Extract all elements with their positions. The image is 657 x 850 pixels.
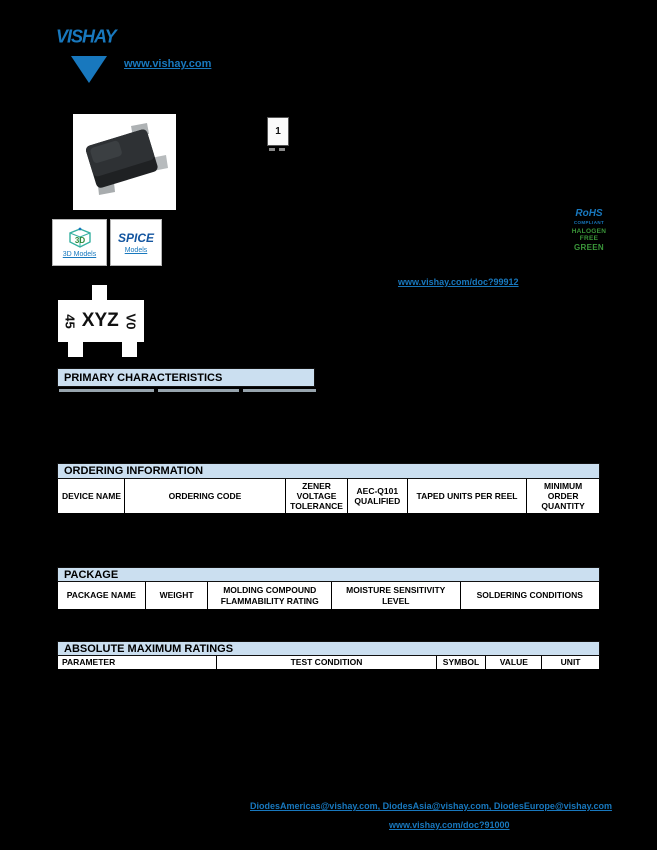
spice-badge[interactable] [110, 219, 162, 266]
package-table [57, 567, 600, 610]
cube-3d-icon [68, 227, 92, 249]
footer-doc-link[interactable]: www.vishay.com/doc?91000 [389, 820, 510, 830]
primary-row-sliver [158, 389, 239, 392]
column-header-molding-compound: MOLDING COMPOUND FLAMMABILITY RATING [208, 582, 332, 609]
column-header-moisture-sensitivity: MOISTURE SENSITIVITY LEVEL [332, 582, 461, 609]
marking-center-code: XYZ [81, 310, 119, 331]
column-header-taped-units: TAPED UNITS PER REEL [408, 479, 528, 513]
outline-lead-mark [269, 148, 275, 151]
rohs-logo: RoHS [575, 208, 603, 219]
marking-pin-top [92, 285, 107, 301]
vishay-triangle-icon [71, 56, 107, 83]
rohs-compliant-label: COMPLIANT [573, 219, 605, 225]
marking-right-code: V0 [123, 313, 139, 329]
spice-models-link[interactable]: Models [124, 247, 148, 254]
marking-pin-bottom-right [122, 342, 137, 357]
halogen-free-label-1: HALOGEN [571, 227, 607, 235]
halogen-free-label-2: FREE [579, 235, 599, 243]
column-header-device-name: DEVICE NAME [58, 479, 125, 513]
compliance-marks [566, 208, 612, 252]
column-header-unit: UNIT [542, 656, 599, 669]
pin1-marker [267, 117, 289, 146]
vishay-logo-wordmark: VISHAY [56, 25, 116, 47]
spice-logo: SPICE [117, 231, 154, 245]
absolute-maximum-ratings-title: ABSOLUTE MAXIMUM RATINGS [57, 641, 600, 656]
column-header-zener-voltage-tolerance: ZENER VOLTAGE TOLERANCE [286, 479, 348, 513]
column-header-aec-q101: AEC-Q101 QUALIFIED [348, 479, 408, 513]
models-3d-badge[interactable] [52, 219, 107, 266]
green-label: GREEN [574, 242, 604, 252]
pin1-label: 1 [275, 126, 281, 137]
column-header-minimum-order: MINIMUM ORDER QUANTITY [527, 479, 599, 513]
svg-text:3D: 3D [74, 236, 85, 245]
ordering-information-title: ORDERING INFORMATION [57, 463, 600, 479]
ordering-information-header-row [57, 479, 600, 514]
package-title: PACKAGE [57, 567, 600, 582]
primary-characteristics-header: PRIMARY CHARACTERISTICS [57, 368, 315, 387]
column-header-ordering-code: ORDERING CODE [125, 479, 286, 513]
column-header-test-condition: TEST CONDITION [217, 656, 436, 669]
column-header-value: VALUE [486, 656, 542, 669]
models-3d-link[interactable]: 3D Models [62, 251, 97, 258]
primary-row-sliver [243, 389, 316, 392]
marking-pin-bottom-left [68, 342, 83, 357]
absolute-maximum-ratings-header-row [57, 656, 600, 670]
website-link[interactable]: www.vishay.com [124, 58, 212, 70]
ordering-information-table [57, 463, 600, 514]
column-header-parameter: PARAMETER [58, 656, 217, 669]
column-header-package-name: PACKAGE NAME [58, 582, 146, 609]
column-header-weight: WEIGHT [146, 582, 209, 609]
marking-body [58, 300, 144, 342]
package-header-row [57, 582, 600, 610]
column-header-symbol: SYMBOL [437, 656, 487, 669]
sot23-package-image [73, 114, 176, 210]
material-categorization-link[interactable]: www.vishay.com/doc?99912 [398, 277, 519, 287]
marking-left-code: 45 [63, 313, 79, 329]
absolute-maximum-ratings-table [57, 641, 600, 670]
product-photo [73, 114, 176, 210]
footer-email-links[interactable]: DiodesAmericas@vishay.com, DiodesAsia@vishay.com, DiodesEurope@vishay.com [250, 801, 612, 811]
column-header-soldering-conditions: SOLDERING CONDITIONS [461, 582, 599, 609]
primary-row-sliver [59, 389, 154, 392]
outline-lead-mark [279, 148, 285, 151]
